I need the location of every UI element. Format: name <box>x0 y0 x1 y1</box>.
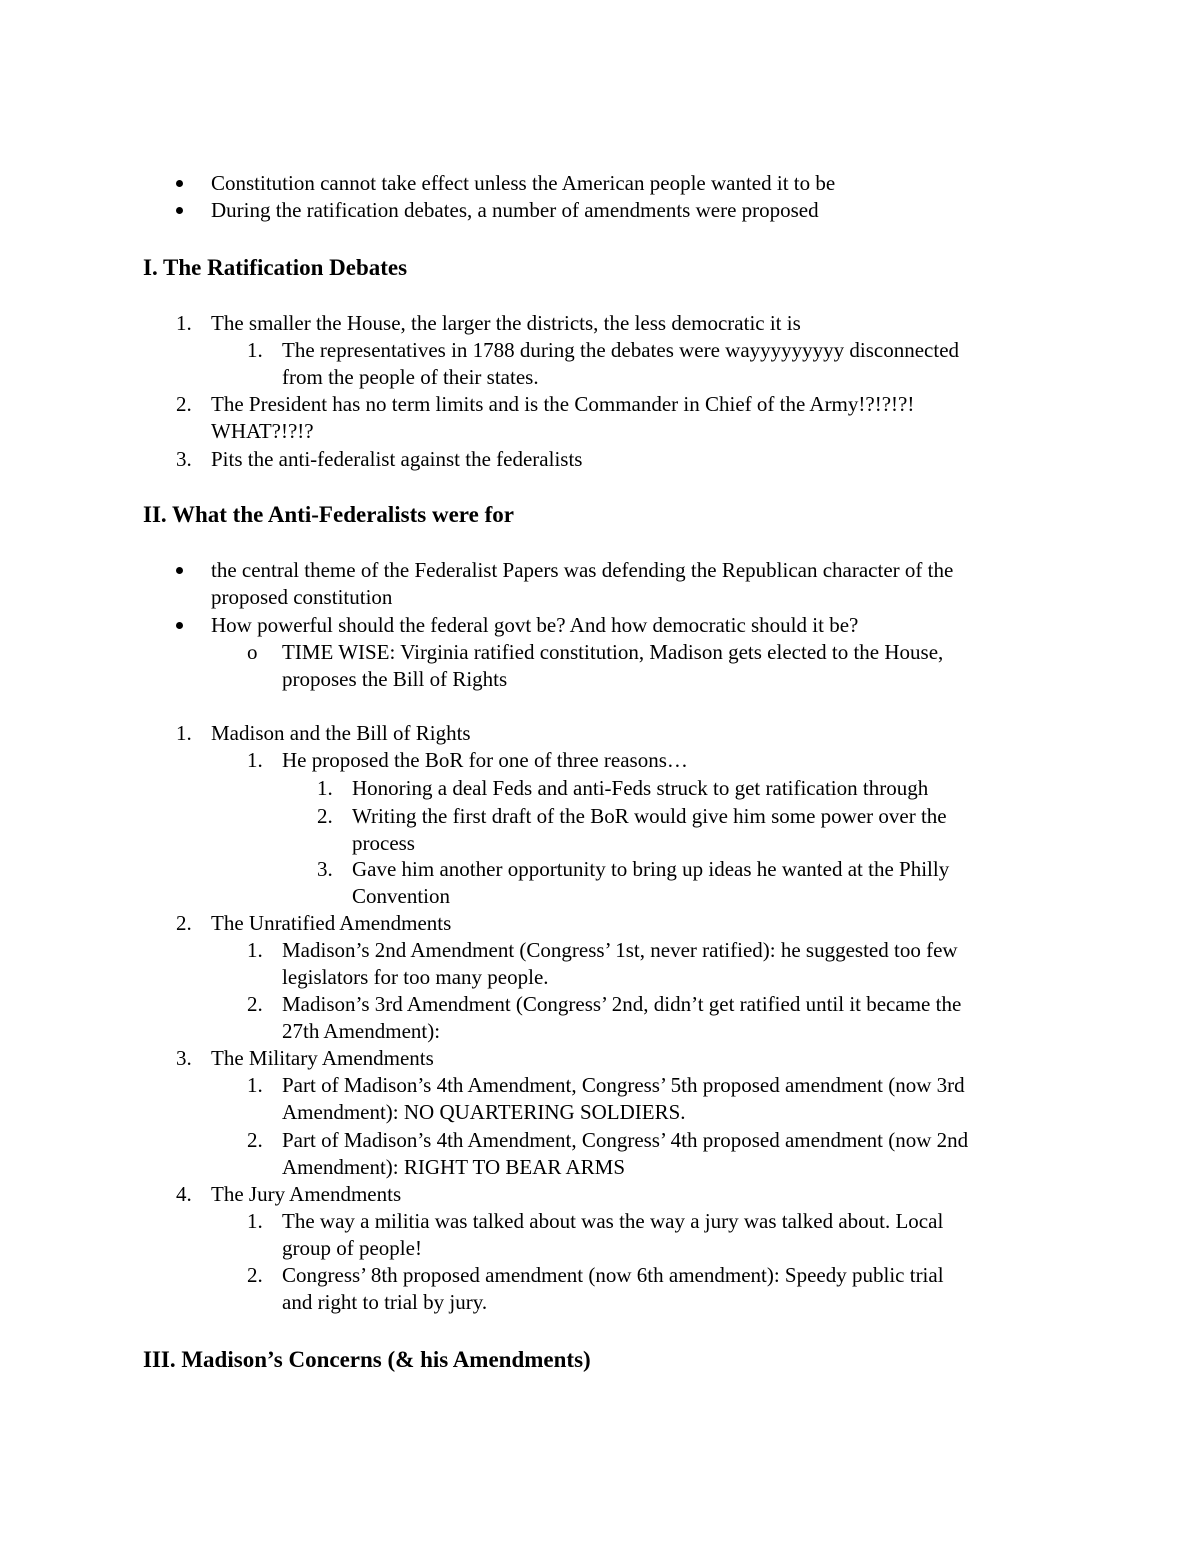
list-item-text: Honoring a deal Feds and anti-Feds struck to get ratification through <box>352 776 929 800</box>
list-item-text: and right to trial by jury. <box>282 1290 488 1314</box>
list-marker: 3. <box>176 1046 192 1070</box>
list-marker: 4. <box>176 1182 192 1206</box>
list-item-text: Amendment): RIGHT TO BEAR ARMS <box>282 1155 626 1179</box>
list-item-text: The smaller the House, the larger the districts, the less democratic it is <box>211 311 801 335</box>
list-marker: 2. <box>176 392 192 416</box>
list-marker: 2. <box>176 911 192 935</box>
bullet-icon <box>176 180 183 187</box>
list-item-text: The Military Amendments <box>211 1046 434 1070</box>
list-item-text: from the people of their states. <box>282 365 539 389</box>
list-item-text: The Unratified Amendments <box>211 911 452 935</box>
sub-bullet-text: proposes the Bill of Rights <box>282 667 508 691</box>
intro-bullet-text: Constitution cannot take effect unless the American people wanted it to be <box>211 171 836 195</box>
list-item-text: Part of Madison’s 4th Amendment, Congress’ 4th proposed amendment (now 2nd <box>282 1128 969 1152</box>
section-heading-ratification-debates: I. The Ratification Debates <box>143 255 408 280</box>
list-item-text: WHAT?!?!? <box>211 419 314 443</box>
list-item-text: Pits the anti-federalist against the federalists <box>211 447 583 471</box>
list-marker: 1. <box>247 1073 263 1097</box>
section-heading-madisons-concerns: III. Madison’s Concerns (& his Amendments) <box>143 1347 591 1372</box>
list-marker: 1. <box>176 311 192 335</box>
bullet-text: the central theme of the Federalist Papers was defending the Republican character of the <box>211 558 954 582</box>
section-heading-anti-federalists: II. What the Anti-Federalists were for <box>143 502 514 527</box>
list-item-text: 27th Amendment): <box>282 1019 441 1043</box>
sub-bullet-marker: o <box>247 640 258 664</box>
list-item-text: Gave him another opportunity to bring up ideas he wanted at the Philly <box>352 857 950 881</box>
list-item-text: group of people! <box>282 1236 422 1260</box>
list-marker: 2. <box>247 1263 263 1287</box>
list-marker: 1. <box>317 776 333 800</box>
list-item-text: He proposed the BoR for one of three reasons… <box>282 748 688 772</box>
bullet-icon <box>176 207 183 214</box>
list-item-text: The representatives in 1788 during the debates were wayyyyyyyyy disconnected <box>282 338 960 362</box>
sub-bullet-text: TIME WISE: Virginia ratified constitution, Madison gets elected to the House, <box>282 640 944 664</box>
list-marker: 3. <box>317 857 333 881</box>
list-marker: 1. <box>247 338 263 362</box>
list-item-text: Writing the first draft of the BoR would give him some power over the <box>352 804 947 828</box>
bullet-text: How powerful should the federal govt be? And how democratic should it be? <box>211 613 859 637</box>
list-item-text: process <box>352 831 415 855</box>
list-marker: 2. <box>317 804 333 828</box>
list-item-text: The Jury Amendments <box>211 1182 402 1206</box>
list-marker: 1. <box>176 721 192 745</box>
list-item-text: Amendment): NO QUARTERING SOLDIERS. <box>282 1100 686 1124</box>
list-marker: 1. <box>247 748 263 772</box>
list-item-text: Part of Madison’s 4th Amendment, Congress’ 5th proposed amendment (now 3rd <box>282 1073 965 1097</box>
intro-bullet-text: During the ratification debates, a number of amendments were proposed <box>211 198 819 222</box>
list-item-text: The President has no term limits and is the Commander in Chief of the Army!?!?!?! <box>211 392 915 416</box>
list-marker: 3. <box>176 447 192 471</box>
list-item-text: The way a militia was talked about was the way a jury was talked about. Local <box>282 1209 944 1233</box>
bullet-icon <box>176 622 183 629</box>
list-item-text: Madison’s 2nd Amendment (Congress’ 1st, never ratified): he suggested too few <box>282 938 958 962</box>
list-marker: 1. <box>247 938 263 962</box>
list-item-text: Madison and the Bill of Rights <box>211 721 471 745</box>
list-item-text: Madison’s 3rd Amendment (Congress’ 2nd, didn’t get ratified until it became the <box>282 992 962 1016</box>
list-marker: 2. <box>247 992 263 1016</box>
bullet-icon <box>176 567 183 574</box>
list-item-text: Congress’ 8th proposed amendment (now 6th amendment): Speedy public trial <box>282 1263 944 1287</box>
list-marker: 2. <box>247 1128 263 1152</box>
list-item-text: legislators for too many people. <box>282 965 549 989</box>
list-item-text: Convention <box>352 884 450 908</box>
list-marker: 1. <box>247 1209 263 1233</box>
bullet-text: proposed constitution <box>211 585 393 609</box>
